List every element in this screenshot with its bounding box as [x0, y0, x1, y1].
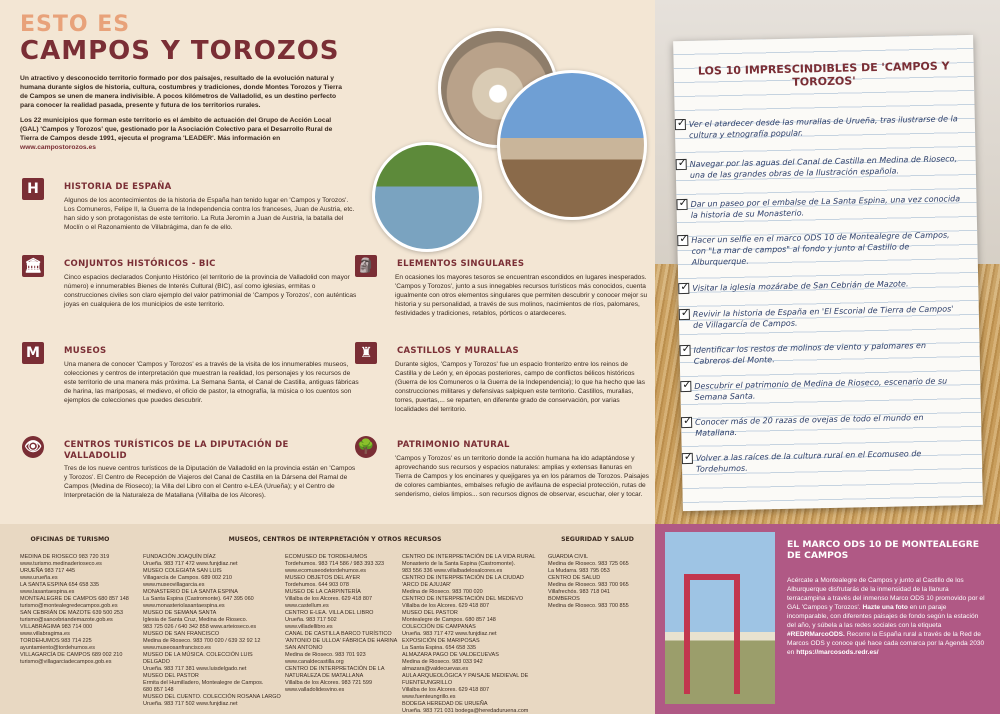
- list-item[interactable]: www.villabragima.es: [20, 631, 70, 637]
- list-item: ECOMUSEO DE TORDEHUMOS: [285, 554, 368, 560]
- notebook-item-text: Conocer más de 20 razas de ovejas de todo el mundo en Matallana.: [695, 413, 924, 438]
- intro-paragraph-2-text: Los 22 municipios que forman este territorio es el ámbito de actuación del Grupo de Acción Local (GAL) 'Campos y Torozos' que, gestionado por la Asociación Colectivo para el Desarrollo Rural de Tierra de Campos desde 1991, ejecuta el programa 'LEADER'. Más información en: [20, 117, 333, 142]
- section-title: CENTROS TURÍSTICOS DE LA DIPUTACIÓN DE VALLADOLID: [64, 440, 289, 461]
- list-item: Urueña. 983 717 502: [285, 617, 337, 623]
- brand-title: CAMPOS Y TOROZOS: [20, 36, 340, 66]
- section-text: Algunos de los acontecimientos de la historia de España han tenido lugar en 'Campos y Torozos'. Los Comuneros, Felipe II, la Guerra de la Independencia contra los franceses, Juan de Austria, etc. han sido y son protagonistas de este territorio. La Ruta Jeromín a Juan de Austria, la batalla del Moclín o el Razonamiento de Villabrágima, dan fe de ello.: [64, 197, 355, 231]
- section-text: Durante siglos, 'Campos y Torozos' fue un espacio fronterizo entre los reinos de Castilla y de León y, en épocas posteriores, campo de conflictos bélicos históricos (Guerra de los Comuneros o la Guerra de la Independencia); lo que ha hecho que las construcciones militares y defensivas salpiquen este territorio. Castillos, murallas, torres, puertas,... se reparten, en diferente grado de conservación, por varias localidades del territorio.: [395, 361, 645, 413]
- section-text: Tres de los nueve centros turísticos de la Diputación de Valladolid en la provincia están en 'Campos y Torozos'. El Centro de Recepción de Viajeros del Canal de Castilla en la Dársena del Ramal de Campos (Medina de Rioseco); la Villa del Libro con el Centro e-LEA (Urueña); y el Centro de Interpretación de la Naturaleza de Matallana (Villalba de los Alcores).: [64, 465, 356, 499]
- list-item: CENTRO DE INTERPRETACIÓN DEL MEDIEVO: [402, 596, 524, 602]
- list-item: CANAL DE CASTILLA BARCO TURÍSTICO 'ANTONIO DE ULLOA' FÁBRICA DE HARINA SAN ANTONIO: [285, 631, 398, 651]
- offices-heading: OFICINAS DE TURISMO: [30, 536, 110, 543]
- list-item: Monasterio de la Santa Espina (Castromonte).: [402, 561, 516, 567]
- list-item: La Santa Espina (Castromonte). 647 395 060: [143, 596, 254, 602]
- section-text: En ocasiones los mayores tesoros se encuentran escondidos en lugares inesperados. 'Campos y Torozos', junto a sus innegables recursos turísticos más conocidos, cuenta igualmente con otros elementos singulares que permiten descubrir y conocer mejor su historia y su personalidad, a través de sus molinos, nacimientos de ríos, palomares, festividades y tradiciones, retablos, pórticos o atardeceres.: [395, 274, 648, 317]
- list-item[interactable]: almazara@valdecuevas.es: [402, 666, 469, 672]
- section-title: PATRIMONIO NATURAL: [397, 440, 510, 450]
- list-item: MEDINA DE RIOSECO 983 720 319: [20, 554, 110, 560]
- notebook-item: [695, 411, 965, 439]
- list-item: EXPOSICIÓN DE MARIPOSAS: [402, 638, 480, 644]
- list-item: COLECCIÓN DE CAMPANAS: [402, 624, 476, 630]
- list-item: Tordehumos. 983 714 586 / 983 393 323: [285, 561, 385, 567]
- list-item: URUEÑA 983 717 445: [20, 568, 76, 574]
- list-item: Medina de Rioseco. 983 700 965: [548, 582, 629, 588]
- section-text: Una manera de conocer 'Campos y Torozos' es a través de la visita de los innumerables museos, colecciones y centros de interpretación que muestran la realidad, los personajes y los recursos de este territorio de una manera más próxima. La Semana Santa, el Canal de Castilla, antiguas fábricas de harina, las mariposas, el medievo, el oficio de pastor, la etnografía, la música o los cuentos son ejemplos de colecciones que puedes descubrir.: [64, 361, 359, 404]
- list-item: Villalba de los Alcores. 629 418 807: [402, 603, 490, 609]
- list-item[interactable]: turismo@sancebriandemazote.gob.es: [20, 617, 113, 623]
- marco-hashtag: #REDRMarcoODS.: [787, 631, 845, 638]
- list-item: Villalba de los Alcores. 629 418 807: [285, 596, 373, 602]
- notebook-item: [690, 153, 960, 181]
- statue-icon: 🗿: [355, 255, 377, 277]
- notebook-title: LOS 10 IMPRESCINDIBLES DE 'CAMPOS Y TOROZOS': [697, 59, 950, 89]
- checkbox-icon: [678, 283, 689, 294]
- checkbox-icon: [679, 345, 690, 356]
- list-item: La Mudarra. 983 795 053: [548, 568, 610, 574]
- section-text: Cinco espacios declarados Conjunto Histórico (el territorio de la provincia de Valladolid con mayor número) e innumerables Bienes de Interés Cultural (BIC), así como iglesias, ermitas o construcciones civiles son claro ejemplo del valor patrimonial de 'Campos y Torozos', con auténticas joyas en cualquiera de los municipios de este territorio.: [64, 274, 357, 308]
- notebook-item-text: Dar un paseo por el embalse de La Santa Espina, una vez conocida la historia de su Monasterio.: [690, 194, 961, 220]
- list-item: 983 725 026 / 640 342 858 www.arteioseco.es: [143, 624, 257, 630]
- tree-icon: 🌳: [355, 436, 377, 458]
- section-title: CASTILLOS Y MURALLAS: [397, 346, 519, 356]
- list-item[interactable]: www.canaldecastilla.org: [285, 659, 344, 665]
- list-item: CENTRO DE INTERPRETACIÓN DE LA NATURALEZA DE MATALLANA: [285, 666, 385, 679]
- list-item[interactable]: www.fuenteungrillo.es: [402, 694, 456, 700]
- list-item: MUSEO OBJETOS DEL AYER: [285, 575, 361, 581]
- list-item: Urueña. 983 717 381 www.luisdelgado.net: [143, 666, 247, 672]
- list-item[interactable]: www.lasantaespina.es: [20, 589, 75, 595]
- list-item: Medina de Rioseco. 983 700 020: [402, 589, 483, 595]
- notebook-item: [691, 229, 962, 268]
- safety-list: [548, 554, 650, 610]
- list-item: CENTRO DE INTERPRETACIÓN DE LA CIUDAD 'ARCO DE AJUJAR': [402, 575, 524, 588]
- list-item: Villafrechós. 983 718 041: [548, 589, 610, 595]
- notebook-item-text: Descubrir el patrimonio de Medina de Rioseco, escenario de su Semana Santa.: [694, 376, 948, 402]
- marco-text: [787, 576, 987, 657]
- list-item: Medina de Rioseco. 983 700 020 / 639 32 92 12: [143, 638, 261, 644]
- museums-list-2: [285, 554, 398, 694]
- list-item: MUSEO DEL PASTOR: [402, 610, 458, 616]
- safety-heading: SEGURIDAD Y SALUD: [561, 536, 634, 543]
- notebook-item-text: Visitar la iglesia mozárabe de San Cebrián de Mazote.: [692, 279, 909, 293]
- section-title: ELEMENTOS SINGULARES: [397, 259, 525, 269]
- list-item: VILLAGARCÍA DE CAMPOS 689 002 210: [20, 652, 123, 658]
- list-item[interactable]: turismo@villagarciadecampos.gob.es: [20, 659, 112, 665]
- checkbox-icon: [682, 453, 693, 464]
- notebook-item-text: Identificar los restos de molinos de viento y palomares en Cabreros del Monte.: [693, 340, 927, 366]
- list-item: Montealegre de Campos. 680 857 148: [402, 617, 496, 623]
- notebook-item: [689, 113, 959, 141]
- list-item: VILLABRÁGIMA 983 714 000: [20, 624, 93, 630]
- list-item: Medina de Rioseco. 983 033 942: [402, 659, 483, 665]
- section-title: MUSEOS: [64, 346, 107, 356]
- list-item: MUSEO DE SAN FRANCISCO: [143, 631, 220, 637]
- website-link[interactable]: www.campostorozos.es: [20, 144, 96, 151]
- marco-link[interactable]: https://marcosods.redr.es/: [796, 649, 879, 656]
- intro-paragraph-1: Un atractivo y desconocido territorio formado por dos paisajes, resultado de la evolución natural y humana durante siglos de historia, cultura, costumbres y tradiciones, donde Montes Torozos y Tierra de Campos se unen de manera indivisible. A pocos kilómetros de Valladolid, es un destino perfecto para conocer la realidad pasada, presente y futura de los territorios rurales.: [20, 75, 342, 109]
- list-item[interactable]: www.turismo.medinaderioseco.es: [20, 561, 102, 567]
- checkbox-icon: [681, 417, 692, 428]
- notebook-item: [693, 303, 963, 331]
- list-item: MUSEO COLEGIATA SAN LUIS: [143, 568, 222, 574]
- list-item: CENTRO E-LEA. VILLA DEL LIBRO: [285, 610, 374, 616]
- list-item: GUARDIA CIVIL: [548, 554, 589, 560]
- list-item: Medina de Rioseco. 983 701 923: [285, 652, 366, 658]
- monument-icon: 🏛: [22, 255, 44, 277]
- notebook-item-text: Navegar por las aguas del Canal de Castilla en Medina de Rioseco, una de las grandes obras de la Ilustración española.: [689, 154, 958, 180]
- letter-m-icon: M: [22, 342, 44, 364]
- checkbox-icon: [676, 199, 687, 210]
- list-item: Tordehumos. 644 903 078: [285, 582, 349, 588]
- list-item[interactable]: turismo@montealegredecampos.gob.es: [20, 603, 118, 609]
- list-item: MUSEO DEL CUENTO. COLECCIÓN ROSANA LARGO: [143, 694, 281, 700]
- list-item: Medina de Rioseco. 983 725 065: [548, 561, 629, 567]
- notebook-item: [696, 447, 966, 475]
- section-title: CONJUNTOS HISTÓRICOS - BIC: [64, 259, 216, 269]
- checkbox-icon: [679, 309, 690, 320]
- list-item[interactable]: www.urueña.es: [20, 575, 58, 581]
- museums-list-1: [143, 554, 281, 708]
- checkbox-icon: [675, 119, 686, 130]
- eye-icon: 👁: [22, 436, 44, 458]
- top10-notebook: [673, 35, 983, 511]
- castle-tower-icon: ♜: [355, 342, 377, 364]
- list-item: Villalba de los Alcores. 629 418 807: [402, 687, 490, 693]
- list-item[interactable]: www.museovillagarcia.es: [143, 582, 205, 588]
- list-item: MONTEALEGRE DE CAMPOS 680 857 148: [20, 596, 129, 602]
- list-item: LA SANTA ESPINA 654 658 335: [20, 582, 100, 588]
- list-item: Villagarcía de Campos. 689 002 210: [143, 575, 232, 581]
- list-item: La Santa Espina. 654 658 335: [402, 645, 477, 651]
- marco-frame-shape: [684, 574, 740, 694]
- list-item: TORDEHUMOS 983 714 225: [20, 638, 92, 644]
- marco-text-1: Acércate a Montealegre de Campos y junto al Castillo de los Alburquerque disfrutarás de la inmensidad de la llanura terracampina a través del inmenso Marco ODS 10 promovido por el GAL 'Campos y Torozos'.: [787, 577, 985, 611]
- list-item: SAN CEBRIÁN DE MAZOTE 639 500 253: [20, 610, 124, 616]
- list-item: Ermita del Humilladero, Montealegre de Campos.: [143, 680, 264, 686]
- brand-pre: ESTO ES: [20, 12, 131, 37]
- marco-bold-1: Hazte una foto: [862, 604, 908, 611]
- notebook-item-text: Ver el atardecer desde las murallas de Urueña, tras ilustrarse de la cultura y etnografía popular.: [688, 114, 958, 140]
- list-item: Medina de Rioseco. 983 700 855: [548, 603, 629, 609]
- letter-h-icon: H: [22, 178, 44, 200]
- list-item: MUSEO DE LA CARPINTERÍA: [285, 589, 361, 595]
- marco-title: EL MARCO ODS 10 DE MONTEALEGRE DE CAMPOS: [787, 539, 980, 561]
- checkbox-icon: [677, 235, 688, 246]
- list-item: MONASTERIO DE LA SANTA ESPINA: [143, 589, 238, 595]
- notebook-item-text: Hacer un selfie en el marco ODS 10 de Montealegre de Campos, con "La mar de campos" al fondo y junto al Castillo de Alburquerque.: [691, 230, 950, 267]
- list-item: Villalba de los Alcores. 983 721 599: [285, 680, 373, 686]
- intro-paragraph-2: [20, 116, 345, 152]
- list-item: Urueña. 983 717 472 www.funjdiaz.net: [143, 561, 238, 567]
- notebook-item: [692, 277, 962, 294]
- list-item: MUSEO DE LA MÚSICA. COLECCIÓN LUIS DELGADO: [143, 652, 253, 665]
- list-item: FUNDACIÓN JOAQUÍN DÍAZ: [143, 554, 216, 560]
- list-item: Urueña. 983 721 031 bodega@heredaduruena.com: [402, 708, 529, 714]
- list-item: CENTRO DE INTERPRETACIÓN DE LA VIDA RURAL: [402, 554, 536, 560]
- notebook-item-text: Revivir la historia de España en 'El Escorial de Tierra de Campos' de Villagarcía de Campos.: [692, 304, 954, 330]
- checkbox-icon: [680, 381, 691, 392]
- list-item: 983 556 336 www.villalbadelosalcores.es: [402, 568, 503, 574]
- notebook-item: [694, 375, 964, 403]
- notebook-item: [693, 339, 963, 367]
- list-item: ALMAZARA PAGO DE VALDECUEVAS: [402, 652, 499, 658]
- list-item: CENTRO DE SALUD: [548, 575, 601, 581]
- list-item: Urueña. 983 717 502 www.funjdiaz.net: [143, 701, 238, 707]
- museums-list-3: [402, 554, 538, 714]
- museums-heading: MUSEOS, CENTROS DE INTERPRETACIÓN Y OTROS RECURSOS: [228, 536, 442, 543]
- intro-text: [20, 74, 345, 158]
- list-item[interactable]: ayuntamiento@tordehumos.es: [20, 645, 95, 651]
- list-item[interactable]: www.castellum.es: [285, 603, 329, 609]
- list-item: 680 857 148: [143, 687, 174, 693]
- canal-photo: [372, 142, 482, 252]
- list-item[interactable]: www.museosanfrancisco.es: [143, 645, 211, 651]
- list-item[interactable]: www.ecomuseodetordehumos.es: [285, 568, 367, 574]
- list-item: BODEGA HEREDAD DE URUEÑA: [402, 701, 488, 707]
- list-item: AULA ARQUEOLÓGICA Y PAISAJE MEDIEVAL DE FUENTEUNGRILLO: [402, 673, 529, 686]
- notebook-item: [690, 193, 960, 221]
- marco-text-3: Recorre la España rural a través de la Red de Marcos ODS y conoce qué hace cada comarca por la Agenda 2030 en: [787, 631, 985, 656]
- checkbox-icon: [676, 159, 687, 170]
- list-item: MUSEO DE SEMANA SANTA: [143, 610, 217, 616]
- section-title: HISTORIA DE ESPAÑA: [64, 182, 172, 192]
- list-item[interactable]: www.monasteriolasantaespina.es: [143, 603, 225, 609]
- list-item[interactable]: www.villadellibro.es: [285, 624, 333, 630]
- section-text: 'Campos y Torozos' es un territorio donde la acción humana ha ido adaptándose y aprovechando sus recursos y espacios naturales: amplias y extensas llanuras en Tierra de Campos y los encinares y quejigares ya en los páramos de Torozos. Paisajes de colores cambiantes, embalses refugio de avifauna de especial protección, rutas de senderismo, cielos limpios... son recursos dignos de observar, escuchar, oler y tocar.: [395, 455, 649, 498]
- castle-photo: [497, 70, 647, 220]
- offices-list: [20, 554, 130, 666]
- notebook-item-text: Volver a las raíces de la cultura rural en el Ecomuseo de Tordehumos.: [695, 449, 922, 474]
- list-item: Iglesia de Santa Cruz, Medina de Rioseco.: [143, 617, 248, 623]
- list-item: BOMBEROS: [548, 596, 580, 602]
- list-item: Urueña. 983 717 472 www.funjdiaz.net: [402, 631, 497, 637]
- marco-text-2: en un paraje incomparable, con diferentes paisajes de fondo según la estación del año, y súbela a las redes sociales con la etiqueta: [787, 604, 979, 629]
- list-item[interactable]: www.valladolidesvino.es: [285, 687, 345, 693]
- list-item: MUSEO DEL PASTOR: [143, 673, 199, 679]
